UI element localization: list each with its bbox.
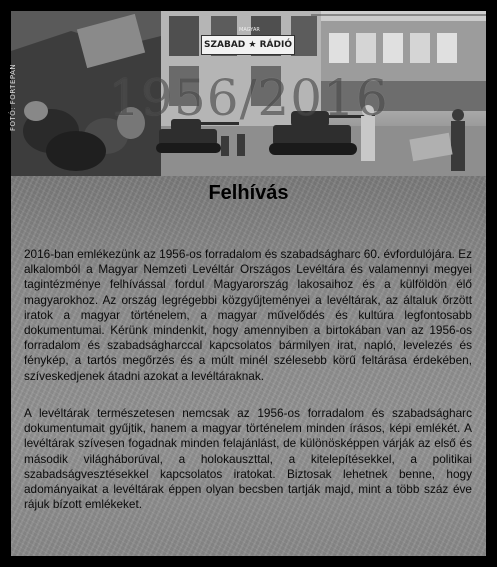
- paragraph-1: 2016-ban emlékezünk az 1956-os forradalom és szabadságharc 60. évfordulójára. Ez alkalomból a Magyar Nemzeti Levéltár Országos Levéltára és valamennyi megyei tagintézménye felhívással fordul Magyarország lakosaihoz és a külföldön élő magyarokhoz. Az ország legrégebbi közgyűjteményei a levéltárak, az általuk őrzött iratok a magyar történelem, a magyar művelődés és kultúra legfontosabb dokumentumai. Kérünk mindenkit, hogy amennyiben a birtokában van az 1956-os forradalom és szabadságharccal kapcsolatos bármilyen irat, napló, levelezés és fénykép, a tartós megőrzés és a múlt minél szélesebb körű feltárása érdekében, szíveskedjenek átadni azokat a levéltáraknak.: [24, 247, 472, 383]
- poster-panel: [11, 11, 486, 556]
- header-photo-collage: [11, 11, 486, 176]
- banner-small-text: MAGYAR: [239, 27, 260, 33]
- text-area: [11, 176, 486, 556]
- photo-credit: FOTÓ: FORTEPAN: [9, 63, 17, 131]
- year-title: 1956/2016: [108, 69, 389, 127]
- radio-banner: SZABAD ★ RÁDIÓ: [201, 35, 295, 55]
- page-title: Felhívás: [208, 182, 289, 204]
- paragraph-2: A levéltárak természetesen nemcsak az 1956-os forradalom és szabadságharc dokumentumait gyűjtik, hanem a magyar történelem minden írásos, képi emlékét. A levéltárak szívesen fogadnak minden felajánlást, de különösképpen várják az első és második világháborúval, a holokauszttal, a kitelepítésekkel, a politikai szabadságvesztésekkel kapcsolatos iratokat. Biztosak lehetnek benne, hogy adományaikat a levéltárak éppen olyan becsben tartják majd, mint a több száz éve rájuk bízott emlékeket.: [24, 406, 472, 512]
